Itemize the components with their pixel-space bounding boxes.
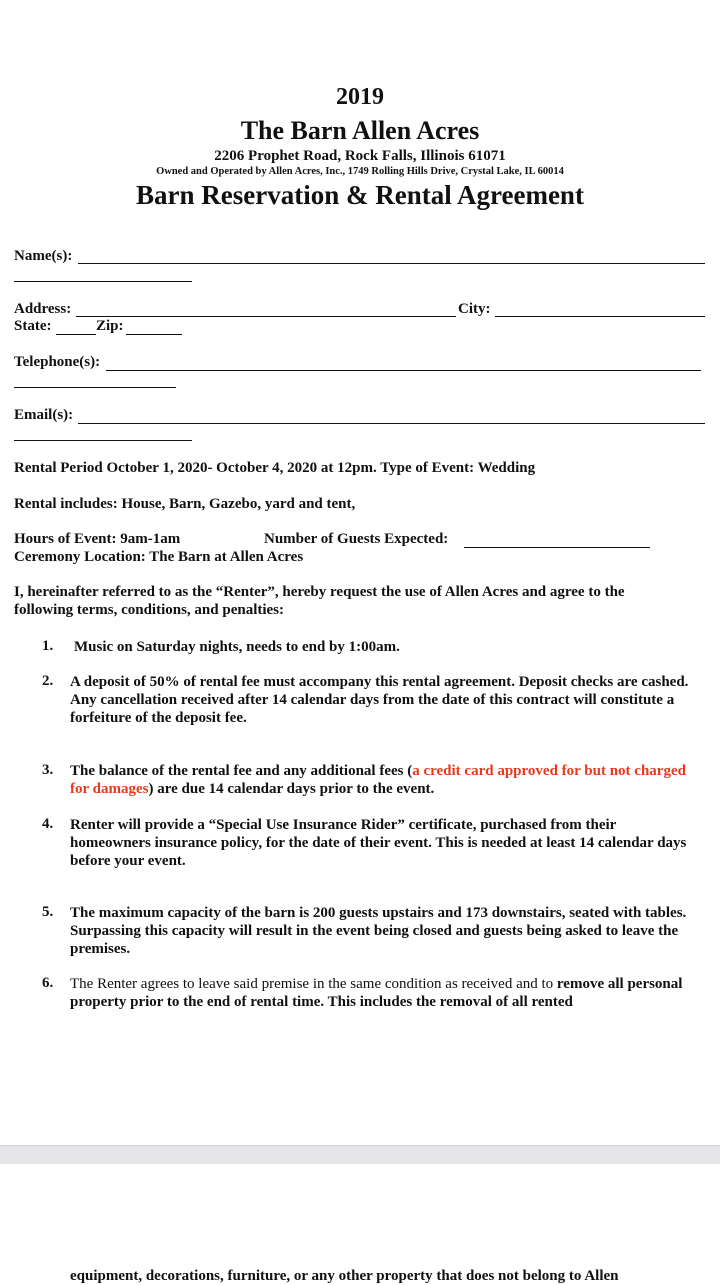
term-2-text: A deposit of 50% of rental fee must accompany this rental agreement. Deposit checks are cashed. Any cancellation received after 14 calendar days from the date of this contract will constitute a forfeiture of the deposit fee.	[70, 674, 689, 726]
rental-includes: Rental includes: House, Barn, Gazebo, yard and tent,	[14, 496, 356, 512]
term-5-number: 5.	[42, 904, 54, 920]
state-field[interactable]	[56, 334, 96, 335]
telephone-label: Telephone(s):	[14, 354, 101, 370]
email-field-continued[interactable]	[14, 440, 192, 441]
email-label: Email(s):	[14, 407, 74, 423]
page-separator	[0, 1145, 720, 1165]
continuation-line: equipment, decorations, furniture, or any other property that does not belong to Allen	[70, 1268, 619, 1284]
name-label: Name(s):	[14, 248, 73, 264]
term-3-text	[70, 762, 700, 798]
term-4-text: Renter will provide a “Special Use Insurance Rider” certificate, purchased from their homeowners insurance policy, for the date of their event. This is needed at least 14 calendar days before your event.	[70, 817, 687, 869]
address-label: Address:	[14, 301, 72, 317]
term-6-text-normal: The Renter agrees to leave said premise in the same condition as received and to	[70, 976, 557, 992]
document-page-2	[0, 1164, 720, 1284]
header-venue: The Barn Allen Acres	[240, 116, 480, 145]
rental-period: Rental Period October 1, 2020- October 4, 2020 at 12pm. Type of Event: Wedding	[14, 460, 536, 476]
event-hours: Hours of Event: 9am-1am	[14, 531, 181, 547]
term-4-number: 4.	[42, 816, 54, 832]
header-owner: Owned and Operated by Allen Acres, Inc., 1749 Rolling Hills Drive, Crystal Lake, IL 60014	[156, 166, 564, 177]
name-field[interactable]	[78, 263, 705, 264]
term-3-damage-note: a credit card approved for but not charged for damages	[70, 763, 686, 797]
term-3-text-start: The balance of the rental fee and any additional fees (	[70, 763, 413, 779]
name-field-continued[interactable]	[14, 281, 192, 282]
term-6-text	[70, 975, 706, 1011]
term-5-text: The maximum capacity of the barn is 200 guests upstairs and 173 downstairs, seated with tables. Surpassing this capacity will result in the event being closed and guests being asked to leave the premises.	[70, 905, 687, 957]
address-field[interactable]	[76, 316, 456, 317]
guests-label: Number of Guests Expected:	[264, 531, 449, 547]
term-1-text: Music on Saturday nights, needs to end by 1:00am.	[74, 639, 400, 655]
telephone-field[interactable]	[106, 370, 701, 371]
city-label: City:	[458, 301, 491, 317]
term-2-number: 2.	[42, 673, 54, 689]
header-address: 2206 Prophet Road, Rock Falls, Illinois 61071	[214, 148, 506, 164]
header-year: 2019	[336, 84, 384, 110]
guests-field[interactable]	[464, 547, 650, 548]
term-3-number: 3.	[42, 762, 54, 778]
zip-field[interactable]	[126, 334, 182, 335]
term-1-number: 1.	[42, 638, 54, 654]
term-3-text-end: ) are due 14 calendar days prior to the event.	[148, 781, 435, 797]
ceremony-location: Ceremony Location: The Barn at Allen Acres	[14, 549, 304, 565]
email-field[interactable]	[78, 423, 705, 424]
state-label: State:	[14, 318, 52, 334]
term-6-number: 6.	[42, 975, 54, 991]
page-title: Barn Reservation & Rental Agreement	[136, 180, 584, 210]
intro-line-1: I, hereinafter referred to as the “Renter”, hereby request the use of Allen Acres and agree to the	[14, 584, 625, 600]
city-field[interactable]	[495, 316, 705, 317]
telephone-field-continued[interactable]	[14, 387, 176, 388]
intro-line-2: following terms, conditions, and penalties:	[14, 602, 285, 618]
zip-label: Zip:	[96, 318, 124, 334]
term-6-text-bold: remove all personal property prior to the end of rental time. This includes the removal of all rented	[70, 976, 683, 1010]
